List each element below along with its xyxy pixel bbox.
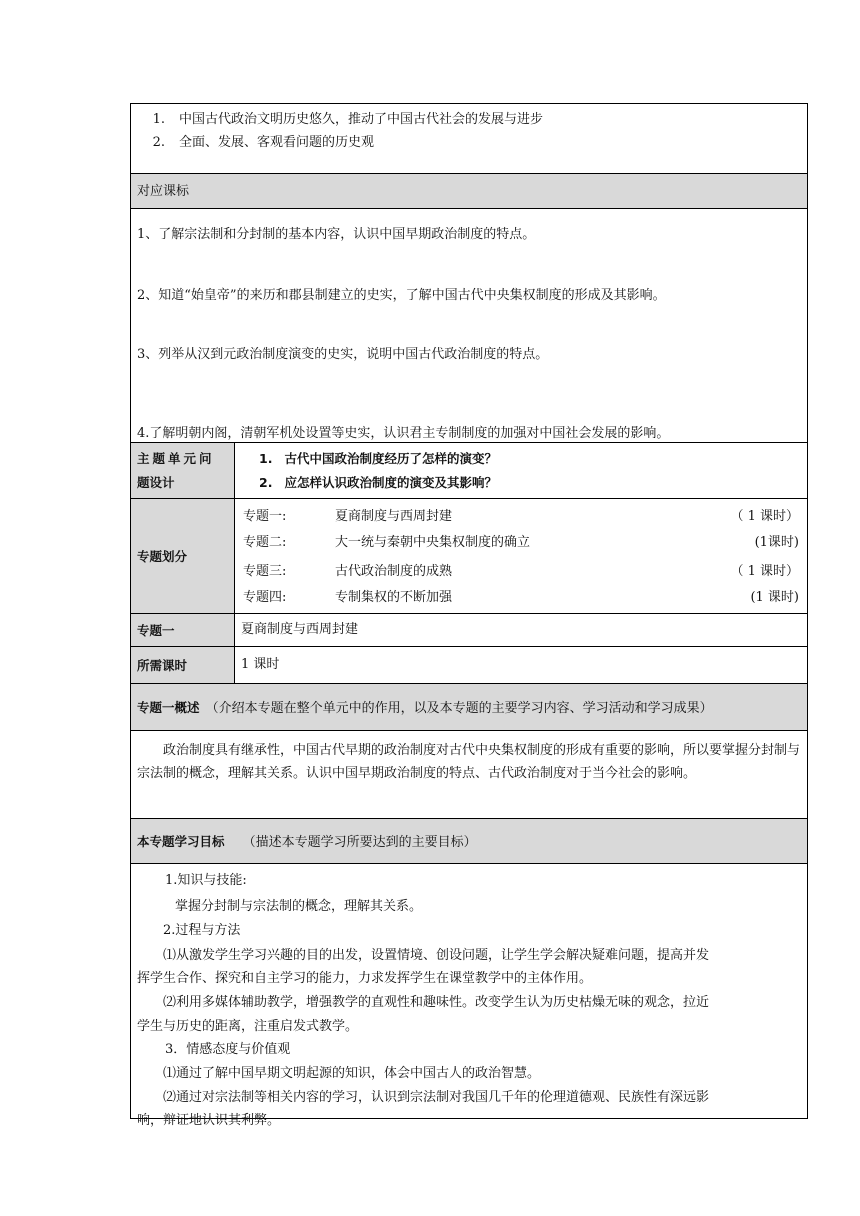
goals-header: 本专题学习目标 （描述本专题学习所要达到的主要目标） xyxy=(131,819,807,864)
standard-item: 4.了解明朝内阁，清朝军机处设置等史实，认识君主专制制度的加强对中国社会发展的影响。 xyxy=(137,426,670,441)
hours-label: 所需课时 xyxy=(131,647,235,683)
overview-content xyxy=(131,731,807,819)
standard-item: 2、知道“始皇帝”的来历和郡县制建立的史实，了解中国古代中央集权制度的形成及其影响。 xyxy=(137,288,666,303)
goal-line: 3．情感态度与价值观 xyxy=(165,1042,291,1057)
topics-label: 专题划分 xyxy=(131,499,235,613)
hours-row xyxy=(131,647,807,684)
topic-item: 专题三: 古代政治制度的成熟 （ 1 课时） xyxy=(243,564,799,579)
standard-item: 3、列举从汉到元政治制度演变的史实，说明中国古代政治制度的特点。 xyxy=(137,347,549,362)
standards-content xyxy=(131,209,807,443)
topics-list xyxy=(235,499,807,613)
intro-section xyxy=(131,104,807,174)
intro-item: 1. 中国古代政治文明历史悠久，推动了中国古代社会的发展与进步 xyxy=(152,112,544,127)
theme-label: 主题单元问 题设计 xyxy=(131,443,235,498)
lesson-plan-table xyxy=(130,103,808,1128)
theme-question: 1. 古代中国政治制度经历了怎样的演变？ xyxy=(259,451,497,466)
topic-item: 专题四: 专制集权的不断加强 (1 课时) xyxy=(243,590,799,605)
goal-line: 响，辩证地认识其利弊。 xyxy=(137,1113,281,1128)
topic1-row xyxy=(131,614,807,647)
standard-item: 1、了解宗法制和分封制的基本内容，认识中国早期政治制度的特点。 xyxy=(137,227,536,242)
goal-line: 挥学生合作、探究和自主学习的能力，力求发挥学生在课堂教学中的主体作用。 xyxy=(137,971,593,986)
goal-line: ⑵通过对宗法制等相关内容的学习，认识到宗法制对我国几千年的伦理道德观、民族性有深远影 xyxy=(163,1090,710,1105)
goals-content xyxy=(131,864,807,1128)
goal-line: 掌握分封制与宗法制的概念，理解其关系。 xyxy=(175,899,423,914)
hours-value: 1 课时 xyxy=(241,657,280,672)
goal-line: 学生与历史的距离，注重启发式教学。 xyxy=(137,1019,359,1034)
topic-item: 专题一: 夏商制度与西周封建 （ 1 课时） xyxy=(243,509,799,524)
overview-text: 政治制度具有继承性，中国古代早期的政治制度对古代中央集权制度的形成有重要的影响，所以要掌握分封制与宗法制的概念，理解其关系。认识中国早期政治制度的特点、古代政治制度对于当今社会的影响。 xyxy=(137,743,801,781)
theme-row xyxy=(131,443,807,499)
overview-header: 专题一概述 （介绍本专题在整个单元中的作用，以及本专题的主要学习内容、学习活动和学习成果） xyxy=(131,684,807,731)
goal-line: ⑴从激发学生学习兴趣的目的出发，设置情境、创设问题，让学生学会解决疑难问题，提高并发 xyxy=(163,948,710,963)
intro-item: 2. 全面、发展、客观看问题的历史观 xyxy=(152,135,375,150)
topics-row xyxy=(131,499,807,614)
topic1-value: 夏商制度与西周封建 xyxy=(241,622,359,637)
goal-line: ⑵利用多媒体辅助教学，增强教学的直观性和趣味性。改变学生认为历史枯燥无味的观念，拉近 xyxy=(163,995,710,1010)
goal-line: ⑴通过了解中国早期文明起源的知识，体会中国古人的政治智慧。 xyxy=(163,1066,541,1081)
goal-line: 2.过程与方法 xyxy=(163,923,241,938)
topic1-label: 专题一 xyxy=(131,614,235,646)
theme-question: 2. 应怎样认识政治制度的演变及其影响？ xyxy=(259,475,497,490)
standards-header: 对应课标 xyxy=(131,174,807,209)
topic-item: 专题二: 大一统与秦朝中央集权制度的确立 (1课时) xyxy=(243,535,799,550)
goal-line: 1.知识与技能: xyxy=(165,873,247,888)
theme-questions xyxy=(235,443,807,498)
